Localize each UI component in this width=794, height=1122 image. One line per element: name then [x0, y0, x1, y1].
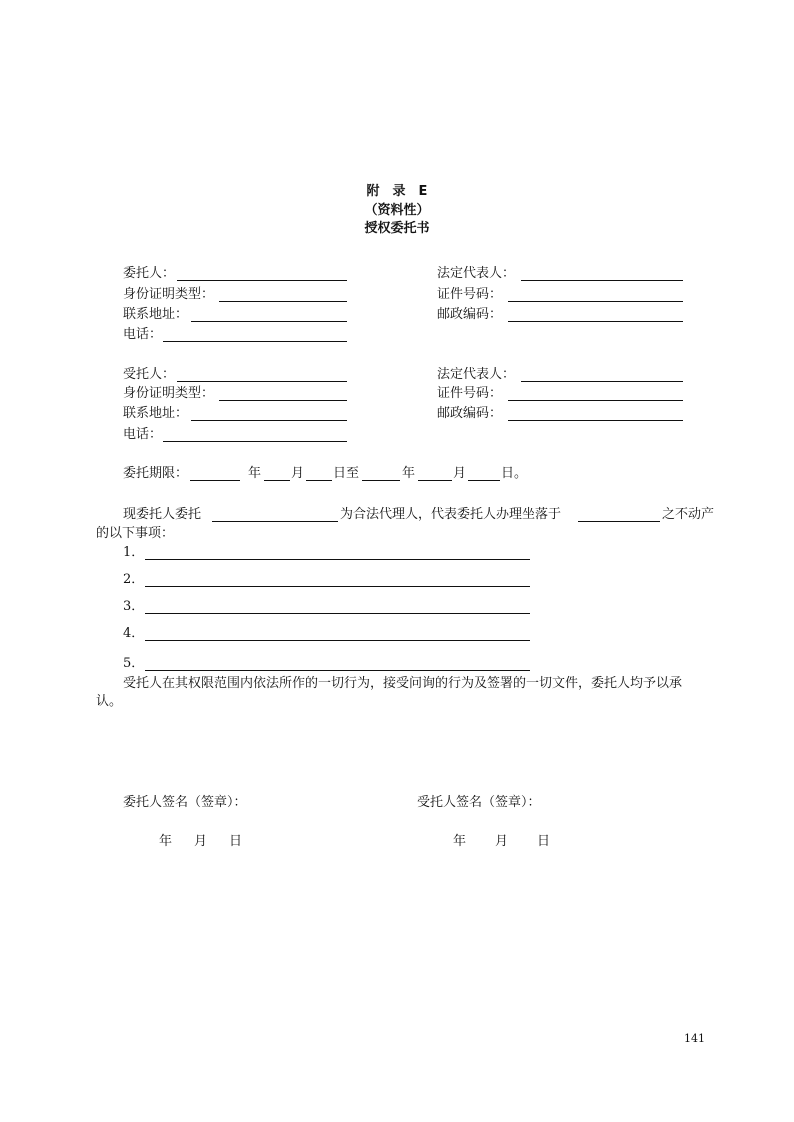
delegation-agent-field[interactable]	[212, 521, 338, 522]
principal-address-label: 联系地址：	[123, 307, 189, 322]
item-5-field[interactable]	[145, 670, 530, 671]
principal-id-number-field[interactable]	[508, 301, 683, 302]
agent-legal-rep-field[interactable]	[521, 381, 683, 382]
agent-postcode-label: 邮政编码：	[437, 406, 503, 421]
principal-id-type-field[interactable]	[219, 301, 347, 302]
agent-phone-field[interactable]	[163, 441, 347, 442]
agent-signature-label: 受托人签名（签章）：	[417, 795, 541, 810]
agent-legal-rep-label: 法定代表人：	[437, 367, 516, 382]
period-start-month-field[interactable]	[264, 480, 290, 481]
agent-id-number-field[interactable]	[508, 400, 683, 401]
principal-legal-rep-field[interactable]	[521, 280, 683, 281]
agent-id-number-label: 证件号码：	[437, 386, 503, 401]
agent-address-label: 联系地址：	[123, 406, 189, 421]
agent-id-type-field[interactable]	[219, 400, 347, 401]
principal-name-field[interactable]	[177, 280, 347, 281]
document-title: 授权委托书	[364, 221, 430, 236]
principal-legal-rep-label: 法定代表人：	[437, 266, 516, 281]
principal-sign-day: 日	[229, 834, 243, 849]
principal-sign-year: 年	[159, 834, 173, 849]
period-end-month-field[interactable]	[418, 480, 452, 481]
principal-phone-label: 电话：	[123, 327, 163, 342]
principal-postcode-label: 邮政编码：	[437, 307, 503, 322]
principal-id-type-label: 身份证明类型：	[123, 287, 215, 302]
acknowledgement-line-1: 受托人在其权限范围内依法所作的一切行为，接受问询的行为及签署的一切文件，委托人均予以承	[123, 676, 683, 691]
period-end-year-field[interactable]	[362, 480, 400, 481]
item-3-field[interactable]	[145, 613, 530, 614]
period-year2-text: 年	[402, 466, 416, 481]
acknowledgement-line-2: 认。	[96, 694, 123, 709]
delegation-text-3: 之不动产	[662, 507, 715, 522]
delegation-text-2: 为合法代理人，代表委托人办理坐落于	[340, 507, 562, 522]
agent-name-field[interactable]	[177, 381, 347, 382]
agent-postcode-field[interactable]	[508, 420, 683, 421]
period-end-day-field[interactable]	[468, 480, 500, 481]
principal-id-number-label: 证件号码：	[437, 287, 503, 302]
item-1-field[interactable]	[145, 559, 530, 560]
period-label: 委托期限：	[123, 466, 189, 481]
agent-id-type-label: 身份证明类型：	[123, 386, 215, 401]
period-year-text: 年	[248, 466, 262, 481]
item-2-field[interactable]	[145, 586, 530, 587]
period-day-to-text: 日至	[333, 466, 360, 481]
agent-sign-day: 日	[537, 834, 551, 849]
appendix-nature: （资料性）	[364, 203, 430, 218]
period-month-text: 月	[291, 466, 305, 481]
principal-sign-month: 月	[194, 834, 208, 849]
item-4-field[interactable]	[145, 640, 530, 641]
principal-address-field[interactable]	[191, 321, 347, 322]
item-number: 1．	[123, 545, 145, 560]
agent-address-field[interactable]	[191, 420, 347, 421]
agent-sign-year: 年	[453, 834, 467, 849]
item-number: 5．	[123, 656, 145, 671]
delegation-text-1: 现委托人委托	[123, 507, 202, 522]
item-number: 4．	[123, 626, 145, 641]
agent-sign-month: 月	[495, 834, 509, 849]
principal-postcode-field[interactable]	[508, 321, 683, 322]
appendix-heading: 附 录 E	[366, 184, 428, 199]
period-start-year-field[interactable]	[190, 480, 240, 481]
period-month2-text: 月	[453, 466, 467, 481]
item-number: 3．	[123, 599, 145, 614]
item-number: 2．	[123, 572, 145, 587]
period-day-end-text: 日。	[501, 466, 528, 481]
principal-signature-label: 委托人签名（签章）：	[123, 795, 247, 810]
period-start-day-field[interactable]	[306, 480, 332, 481]
principal-phone-field[interactable]	[163, 341, 347, 342]
agent-phone-label: 电话：	[123, 427, 163, 442]
agent-name-label: 受托人：	[123, 367, 176, 382]
principal-name-label: 委托人：	[123, 266, 176, 281]
page-number: 141	[684, 1032, 705, 1045]
delegation-text-4: 的以下事项：	[96, 526, 175, 541]
delegation-location-field[interactable]	[578, 521, 660, 522]
